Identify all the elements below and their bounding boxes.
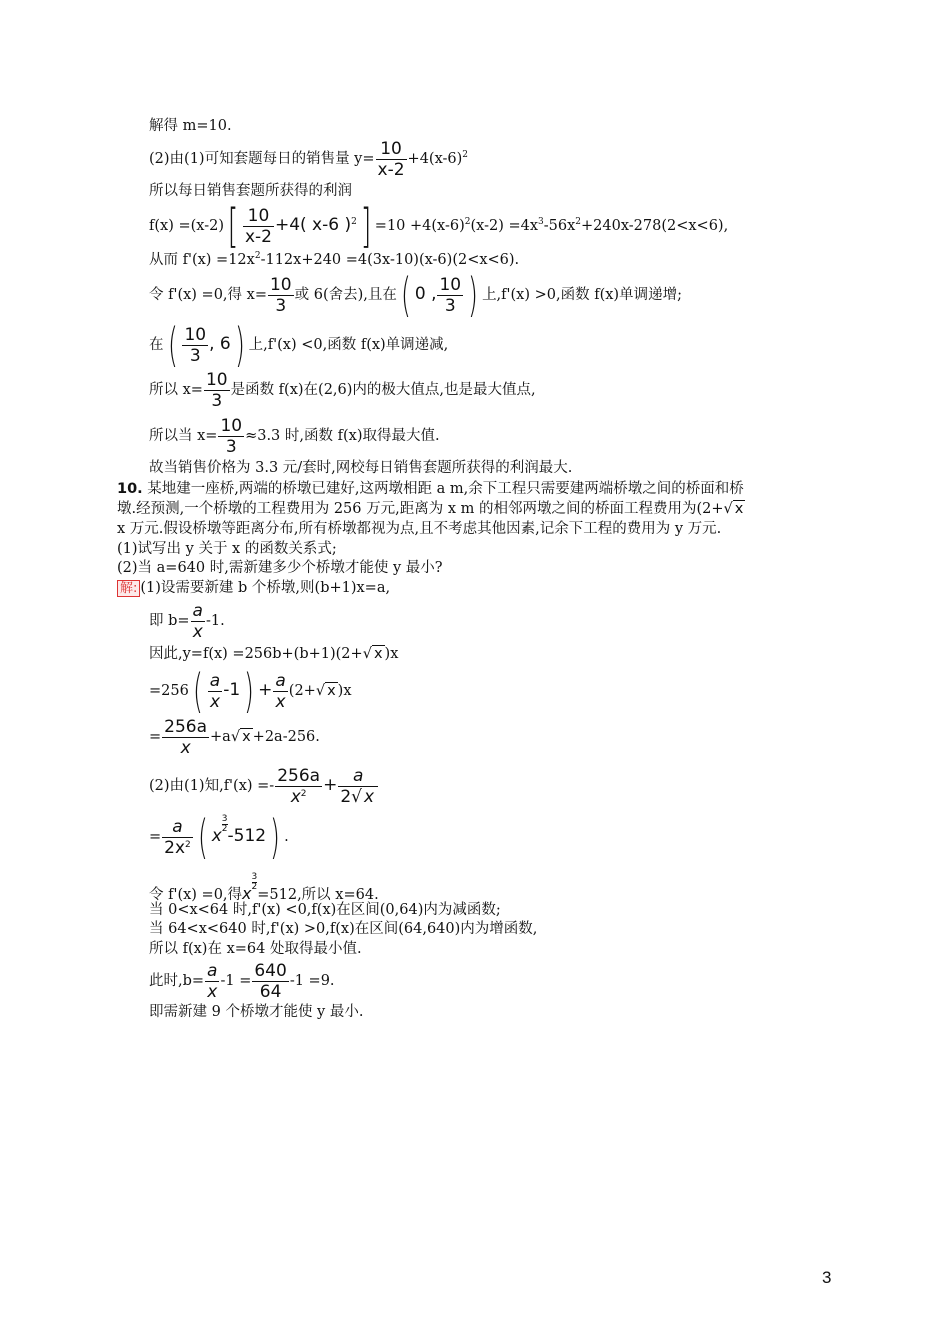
denominator: 3 <box>275 295 287 316</box>
plus-sign: + <box>323 775 338 795</box>
question-10-line-1 <box>117 480 744 498</box>
solution-line-6 <box>149 268 682 321</box>
solution-10-line-2 <box>149 598 225 644</box>
denominator: x <box>209 691 221 712</box>
question-number: 10. <box>117 481 143 497</box>
text: f(x) =(x-2) <box>149 218 224 234</box>
fraction-a-over-x <box>205 961 219 1002</box>
text: -1 = <box>220 973 252 989</box>
exponent-denominator: 2 <box>251 882 258 892</box>
denominator: x <box>180 737 191 758</box>
solution-10-line-3 <box>149 645 398 663</box>
text: +240x-278(2<x<6), <box>581 218 729 234</box>
base: x <box>211 826 222 846</box>
text: -56x <box>543 218 576 234</box>
denominator: x <box>290 786 301 807</box>
solution-10-line-11 <box>149 940 362 958</box>
text: ≈3.3 时,函数 f(x)取得最大值. <box>245 428 440 444</box>
numerator: a <box>338 766 378 787</box>
page-number: 3 <box>822 1268 832 1287</box>
solution-line-8 <box>149 367 536 413</box>
numerator: 256a <box>164 716 208 737</box>
exponent: 2 <box>464 217 471 227</box>
exponent: 2 <box>462 150 469 160</box>
numerator: a <box>209 670 221 691</box>
text: =256 <box>149 683 189 699</box>
radicand: x <box>327 683 336 699</box>
text: =10 +4(x-6) <box>374 218 465 234</box>
text: 所以 f(x)在 x=64 处取得最小值. <box>149 941 362 957</box>
exponent-denominator: 2 <box>221 824 228 834</box>
numerator: a <box>275 670 286 691</box>
fraction-a-over-x <box>208 671 222 712</box>
fraction-a-over-x <box>273 671 287 712</box>
term: -512 <box>227 826 267 846</box>
fraction-10-over-x-2 <box>243 206 274 247</box>
fraction-10-over-3 <box>218 416 244 457</box>
left-paren: ( <box>400 268 411 322</box>
left-paren: ( <box>167 318 178 372</box>
denominator: 3 <box>225 436 237 457</box>
left-paren: ( <box>197 810 208 864</box>
text: -1 =9. <box>289 973 335 989</box>
fraction-256a-over-x <box>162 717 209 758</box>
radicand: x <box>364 786 375 807</box>
text: 因此,y=f(x) =256b+(b+1)(2+ <box>149 646 363 662</box>
sqrt-x: √ x <box>230 729 251 745</box>
solution-line-10 <box>149 459 572 477</box>
solution-10-line-13 <box>149 1003 363 1021</box>
radicand: x <box>734 501 744 517</box>
text: x 万元.假设桥墩等距离分布,所有桥墩都视为点,且不考虑其他因素,记余下工程的费用为 y 万元. <box>117 521 722 537</box>
denominator: x <box>207 981 218 1002</box>
text: (2)由(1)可知套题每日的销售量 y= <box>149 151 375 167</box>
text: -1. <box>205 613 225 629</box>
fraction-10-over-3 <box>268 275 294 316</box>
fraction-a-over-2x2 <box>162 817 193 858</box>
text: 故当销售价格为 3.3 元/套时,网校每日销售套题所获得的利润最大. <box>149 460 573 476</box>
solution-line-5 <box>149 251 519 269</box>
question-10-line-3 <box>117 520 721 538</box>
left-bracket: [ <box>227 199 239 253</box>
text: = <box>149 829 162 845</box>
numerator: 10 <box>243 206 274 227</box>
solution-10-line-8 <box>149 873 379 904</box>
text: 在 <box>149 337 164 353</box>
numerator: 10 <box>269 274 292 295</box>
right-paren: ) <box>270 810 281 864</box>
text: +2a-256. <box>252 729 320 745</box>
numerator: 10 <box>376 139 407 160</box>
exponent: 2 <box>351 217 357 227</box>
text: +a <box>210 729 231 745</box>
fraction-a-over-2sqrtx <box>338 766 378 807</box>
solution-line-7 <box>149 318 448 371</box>
right-bracket: ] <box>360 199 372 253</box>
text: (2)当 a=640 时,需新建多少个桥墩才能使 y 最小? <box>117 560 443 576</box>
text: )x <box>337 683 352 699</box>
text: 或 6(舍去),且在 <box>294 287 397 303</box>
text: 令 f'(x) =0,得 <box>149 887 243 903</box>
text: 当 64<x<640 时,f'(x) >0,f(x)在区间(64,640)内为增函数, <box>149 921 538 937</box>
numerator: a <box>192 600 203 621</box>
text: =512,所以 x=64. <box>257 887 379 903</box>
right-paren: ) <box>244 664 255 718</box>
exponent: 3 <box>538 217 544 227</box>
fraction-10-over-3 <box>437 275 463 316</box>
fraction-256a-over-x2 <box>275 766 322 807</box>
denominator: 3 <box>189 345 201 366</box>
radicand: x <box>373 646 383 662</box>
fraction-10-over-3 <box>182 325 208 366</box>
text: 是函数 f(x)在(2,6)内的极大值点,也是最大值点, <box>230 382 536 398</box>
solution-10-line-5 <box>149 714 320 760</box>
text: 墩.经预测,一个桥墩的工程费用为 256 万元,距离为 x m 的相邻两墩之间的桥面工程费用为(2+ <box>117 501 724 517</box>
sqrt-x: √ x <box>351 786 375 807</box>
text: (2+ <box>288 683 316 699</box>
text: = <box>149 729 162 745</box>
solution-line-9 <box>149 413 440 459</box>
sqrt-x: √ x <box>723 501 744 517</box>
exponent: 2 <box>575 217 582 227</box>
text: (2)由(1)知,f'(x) =- <box>149 778 275 794</box>
text: -112x+240 =4(3x-10)(x-6)(2<x<6). <box>260 252 520 268</box>
denominator: 3 <box>444 295 456 316</box>
text: )x <box>384 646 399 662</box>
numerator: 256a <box>277 765 321 786</box>
numerator: a <box>207 960 218 981</box>
radicand: x <box>242 729 251 745</box>
solution-tag: 解: <box>117 580 140 597</box>
numerator: 10 <box>184 324 207 345</box>
text: 所以 x= <box>149 382 203 398</box>
solution-line-1 <box>149 117 232 135</box>
denominator: 2x <box>164 837 186 858</box>
text: 解得 m=10. <box>149 118 232 134</box>
solution-10-line-6 <box>149 762 379 809</box>
text: (x-2) =4x <box>470 218 539 234</box>
term: +4 <box>274 215 301 235</box>
text: 某地建一座桥,两端的桥墩已建好,这两墩相距 a m,余下工程只需要建两端桥墩之间的桥面和桥 <box>142 481 744 497</box>
base: x <box>242 884 252 903</box>
text: 此时,b= <box>149 973 205 989</box>
text: 即 b= <box>149 613 190 629</box>
term: 0 , <box>414 284 437 304</box>
solution-10-line-10 <box>149 920 537 938</box>
solution-10-line-9 <box>149 901 501 919</box>
term: ( x-6 ) <box>300 215 352 235</box>
term: -1 <box>223 680 241 700</box>
text: 令 f'(x) =0,得 x= <box>149 287 267 303</box>
denominator: 64 <box>259 981 282 1002</box>
text: 上,f'(x) <0,函数 f(x)单调递减, <box>248 337 449 353</box>
numerator: 10 <box>220 415 243 436</box>
denominator: x-2 <box>244 226 272 247</box>
solution-10-line-4 <box>149 664 352 717</box>
sqrt-x: √ x <box>315 683 336 699</box>
denominator: 2 <box>340 786 352 807</box>
exponent: 2 <box>254 251 261 261</box>
numerator: a <box>162 817 193 838</box>
solution-10-line-1 <box>117 579 390 598</box>
text: 所以每日销售套题所获得的利润 <box>149 183 352 199</box>
question-10-line-2 <box>117 500 745 518</box>
right-paren: ) <box>234 318 245 372</box>
text: 即需新建 9 个桥墩才能使 y 最小. <box>149 1004 364 1020</box>
numerator: 10 <box>205 369 228 390</box>
fraction-a-over-x <box>191 601 205 642</box>
text: 从而 f'(x) =12x <box>149 252 255 268</box>
solution-line-2 <box>149 136 468 182</box>
text: (1)试写出 y 关于 x 的函数关系式; <box>117 541 337 557</box>
exponent: 2 <box>300 788 307 799</box>
sqrt-x: √ x <box>362 646 383 662</box>
text: +4(x-6) <box>407 151 463 167</box>
solution-10-line-7 <box>149 810 289 863</box>
text: (1)设需要新建 b 个桥墩,则(b+1)x=a, <box>140 580 391 596</box>
exponent-numerator: 3 <box>251 872 258 882</box>
denominator: x <box>192 621 203 642</box>
text: 上,f'(x) >0,函数 f(x)单调递增; <box>482 287 682 303</box>
left-paren: ( <box>192 664 203 718</box>
plus-sign: + <box>258 680 273 700</box>
numerator: 10 <box>439 274 462 295</box>
exponent: 2 <box>185 839 191 850</box>
solution-10-line-12 <box>149 958 335 1004</box>
exponent-numerator: 3 <box>221 814 228 824</box>
fraction-10-over-3 <box>204 370 230 411</box>
text: 所以当 x= <box>149 428 218 444</box>
fraction-10-over-x-2 <box>376 139 407 180</box>
term: , 6 <box>209 334 231 354</box>
solution-line-3 <box>149 182 352 200</box>
solution-line-4 <box>149 199 728 252</box>
text: . <box>284 829 289 845</box>
right-paren: ) <box>468 268 479 322</box>
denominator: x-2 <box>377 159 405 180</box>
numerator: 640 <box>254 960 287 981</box>
question-10-line-4 <box>117 540 337 558</box>
text: 当 0<x<64 时,f'(x) <0,f(x)在区间(0,64)内为减函数; <box>149 902 501 918</box>
fraction-640-over-64 <box>252 961 288 1002</box>
denominator: x <box>275 691 286 712</box>
question-10-line-5 <box>117 559 443 577</box>
denominator: 3 <box>211 390 223 411</box>
